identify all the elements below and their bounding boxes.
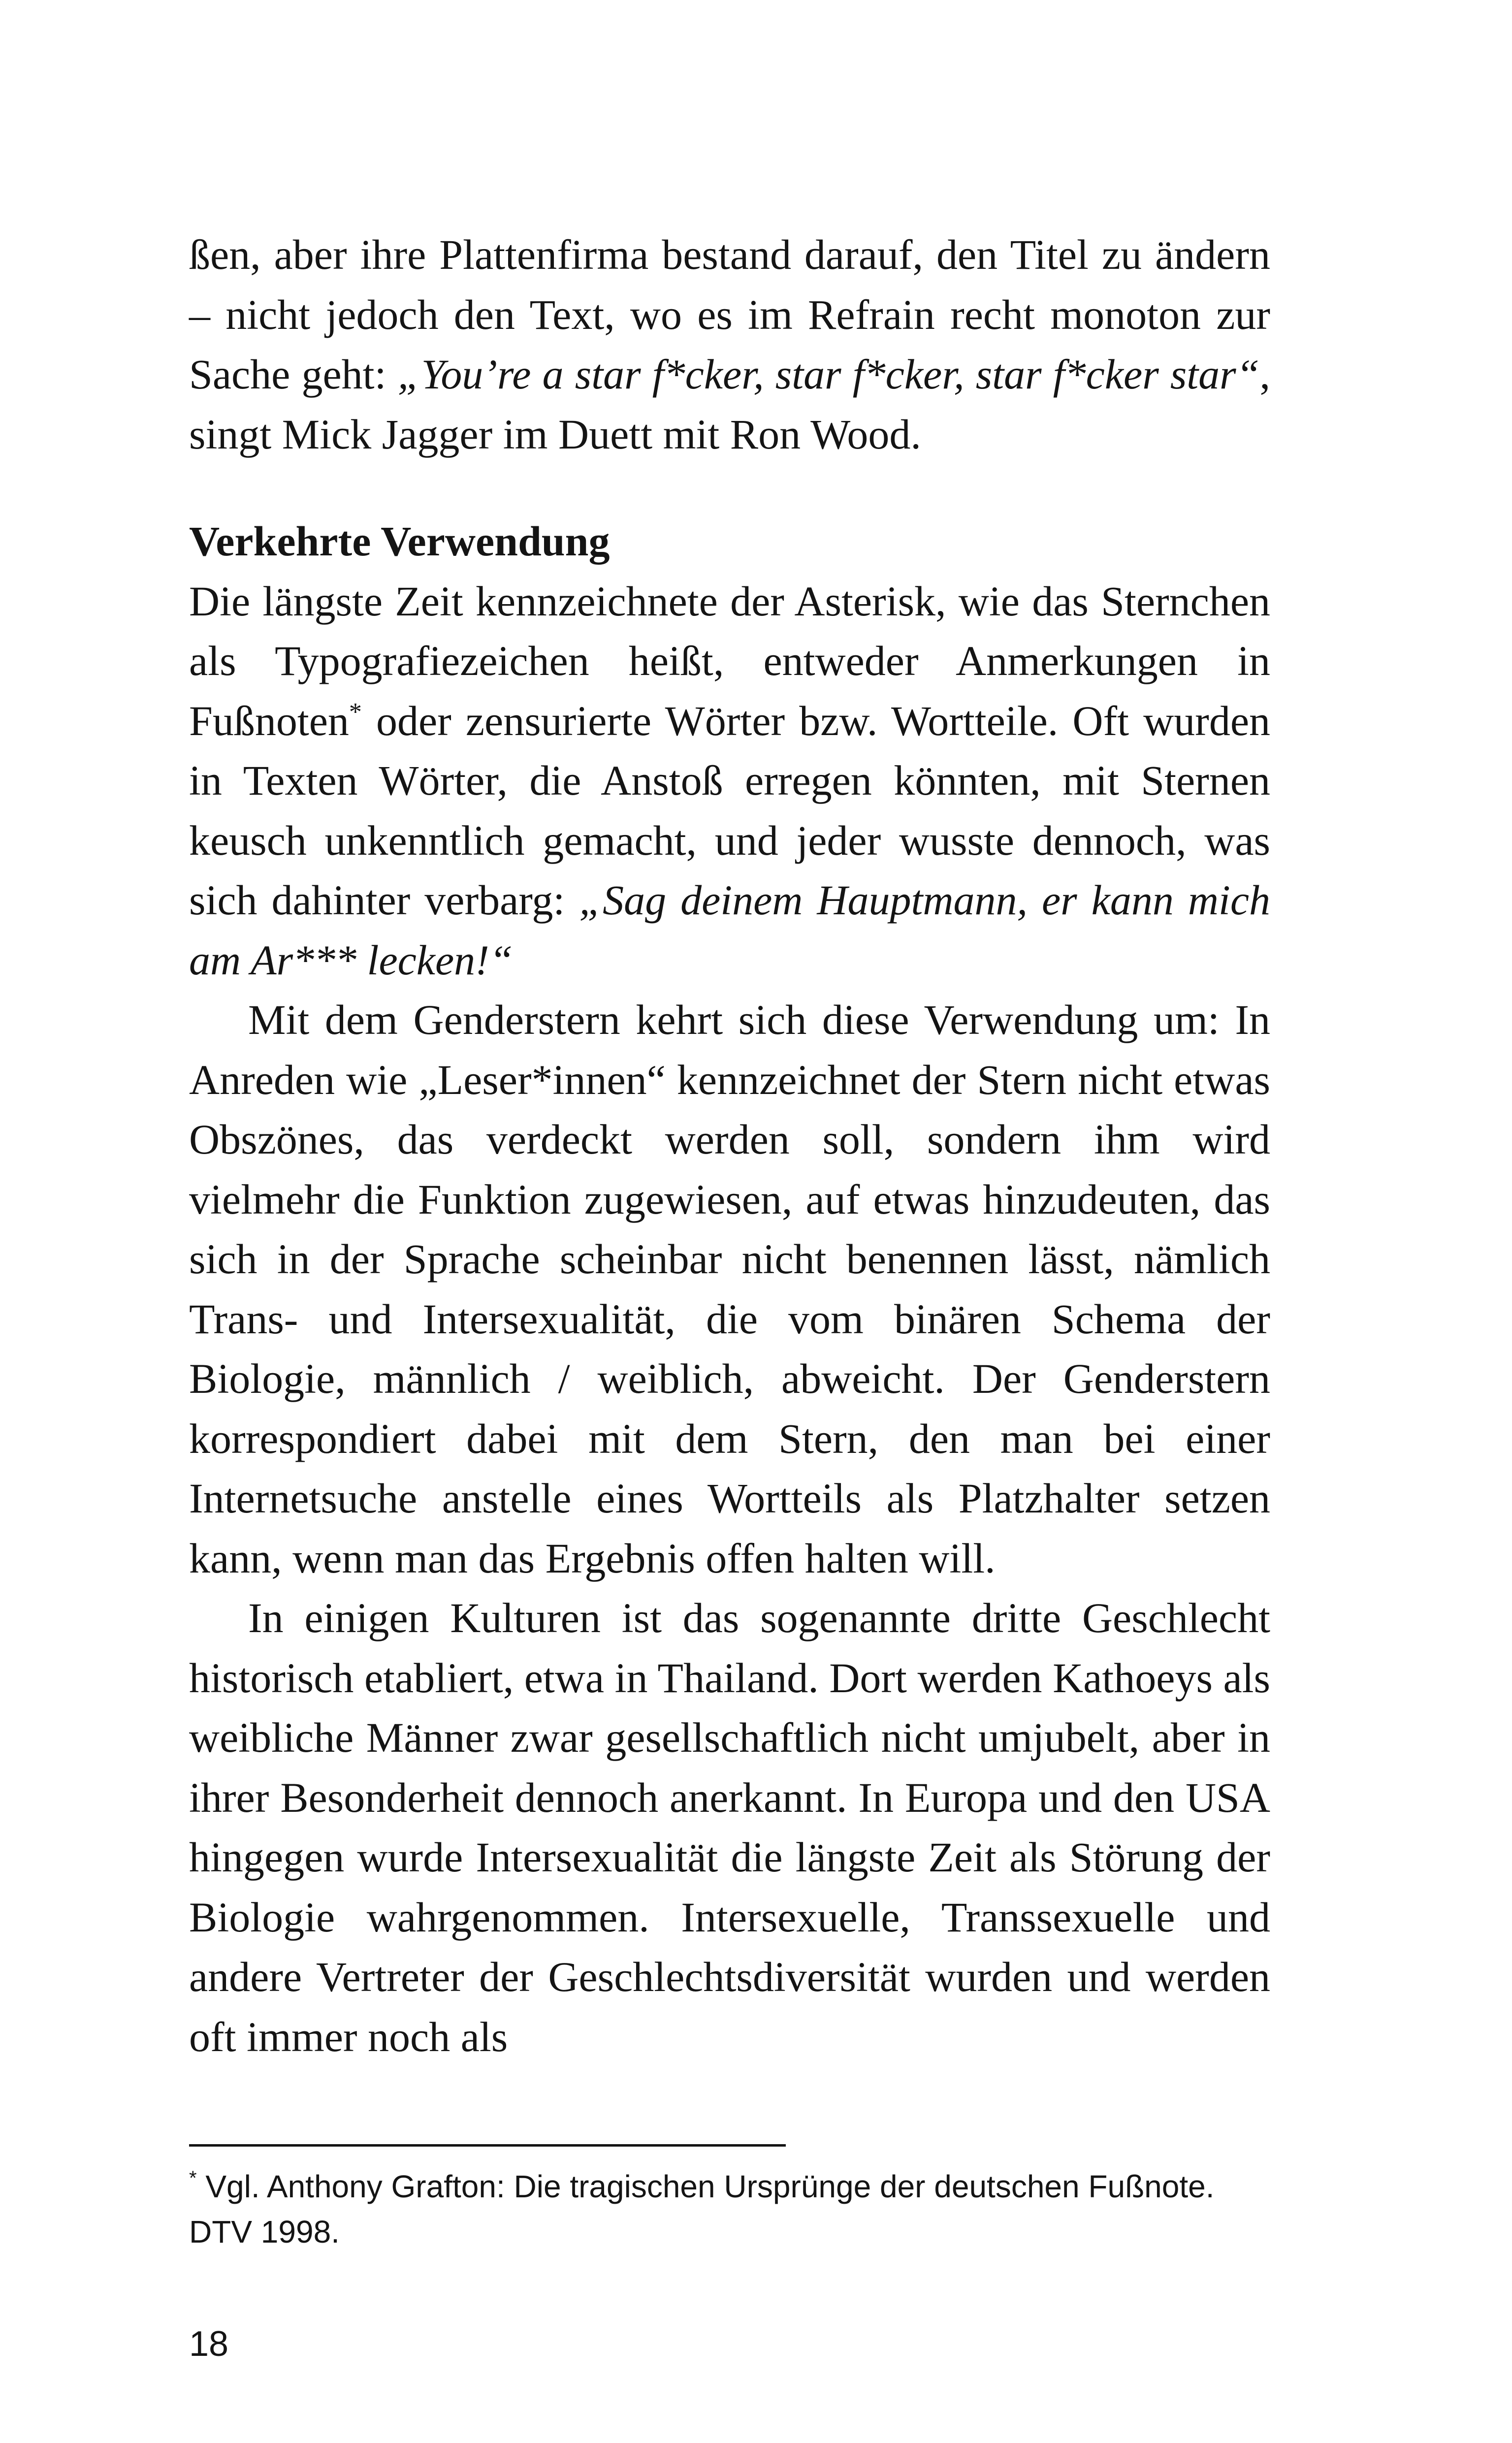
section-heading: Verkehrte Verwendung xyxy=(189,517,610,565)
footnote xyxy=(189,2164,1270,2254)
footnote-text: Vgl. Anthony Grafton: Die tragischen Ursprünge der deutschen Fußnote. DTV 1998. xyxy=(189,2169,1215,2250)
continuation-paragraph xyxy=(189,225,1270,464)
continuation-text-end: , singt Mick Jagger im Duett mit Ron Wood. xyxy=(189,351,1270,458)
section-spacer xyxy=(189,464,1270,512)
main-text xyxy=(189,225,1270,2067)
paragraph-asterisk-history xyxy=(189,572,1270,991)
page-number: 18 xyxy=(189,2324,229,2364)
footnote-reference-mark[interactable]: * xyxy=(349,698,362,726)
footnote-divider xyxy=(189,2144,786,2147)
paragraph-1-text-start: Die längste Zeit kennzeichnete der Asterisk, wie das Sternchen als Typografiezeichen heißt, entweder Anmerkungen in Fußnoten xyxy=(189,577,1270,744)
censored-quote: „Sag deinem Hauptmann, er kann mich am Ar*** lecken!“ xyxy=(189,876,1270,984)
paragraph-genderstern: Mit dem Genderstern kehrt sich diese Verwendung um: In Anreden wie „Leser*innen“ kennzeichnet der Stern nicht etwas Obszönes, das verdeckt werden soll, sondern ihm wird vielmehr die Funktion zugewiesen, auf etwas hinzudeuten, das sich in der Sprache scheinbar nicht benennen lässt, nämlich Trans- und Intersexualität, die vom binären Schema der Biologie, männlich / weiblich, abweicht. Der Genderstern korrespondiert dabei mit dem Stern, den man bei einer Internetsuche anstelle eines Wortteils als Platzhalter setzen kann, wenn man das Ergebnis offen halten will. xyxy=(189,996,1270,1582)
continuation-text-start: ßen, aber ihre Plattenfirma bestand darauf, den Titel zu ändern – nicht jedoch den Text, wo es im Refrain recht monoton zur Sache geht: xyxy=(189,231,1270,398)
song-lyric-quote: „You’re a star f*cker, star f*cker, star f*cker star“ xyxy=(397,351,1260,398)
paragraph-third-gender: In einigen Kulturen ist das sogenannte dritte Geschlecht historisch etabliert, etwa in Thailand. Dort werden Kathoeys als weibliche Männer zwar gesellschaftlich nicht umjubelt, aber in ihrer Besonderheit dennoch anerkannt. In Europa und den USA hingegen wurde Intersexualität die längste Zeit als Störung der Biologie wahrgenommen. Intersexuelle, Transsexuelle und andere Vertreter der Geschlechtsdiversität wurden und werden oft immer noch als xyxy=(189,1594,1270,2060)
footnote-mark: * xyxy=(189,2167,197,2189)
paragraph-1-text-mid: oder zensurierte Wörter bzw. Wortteile. Oft wurden in Texten Wörter, die Anstoß erregen könnten, mit Sternen keusch unkenntlich gemacht, und jeder wusste dennoch, was sich dahinter verbarg: xyxy=(189,697,1270,924)
